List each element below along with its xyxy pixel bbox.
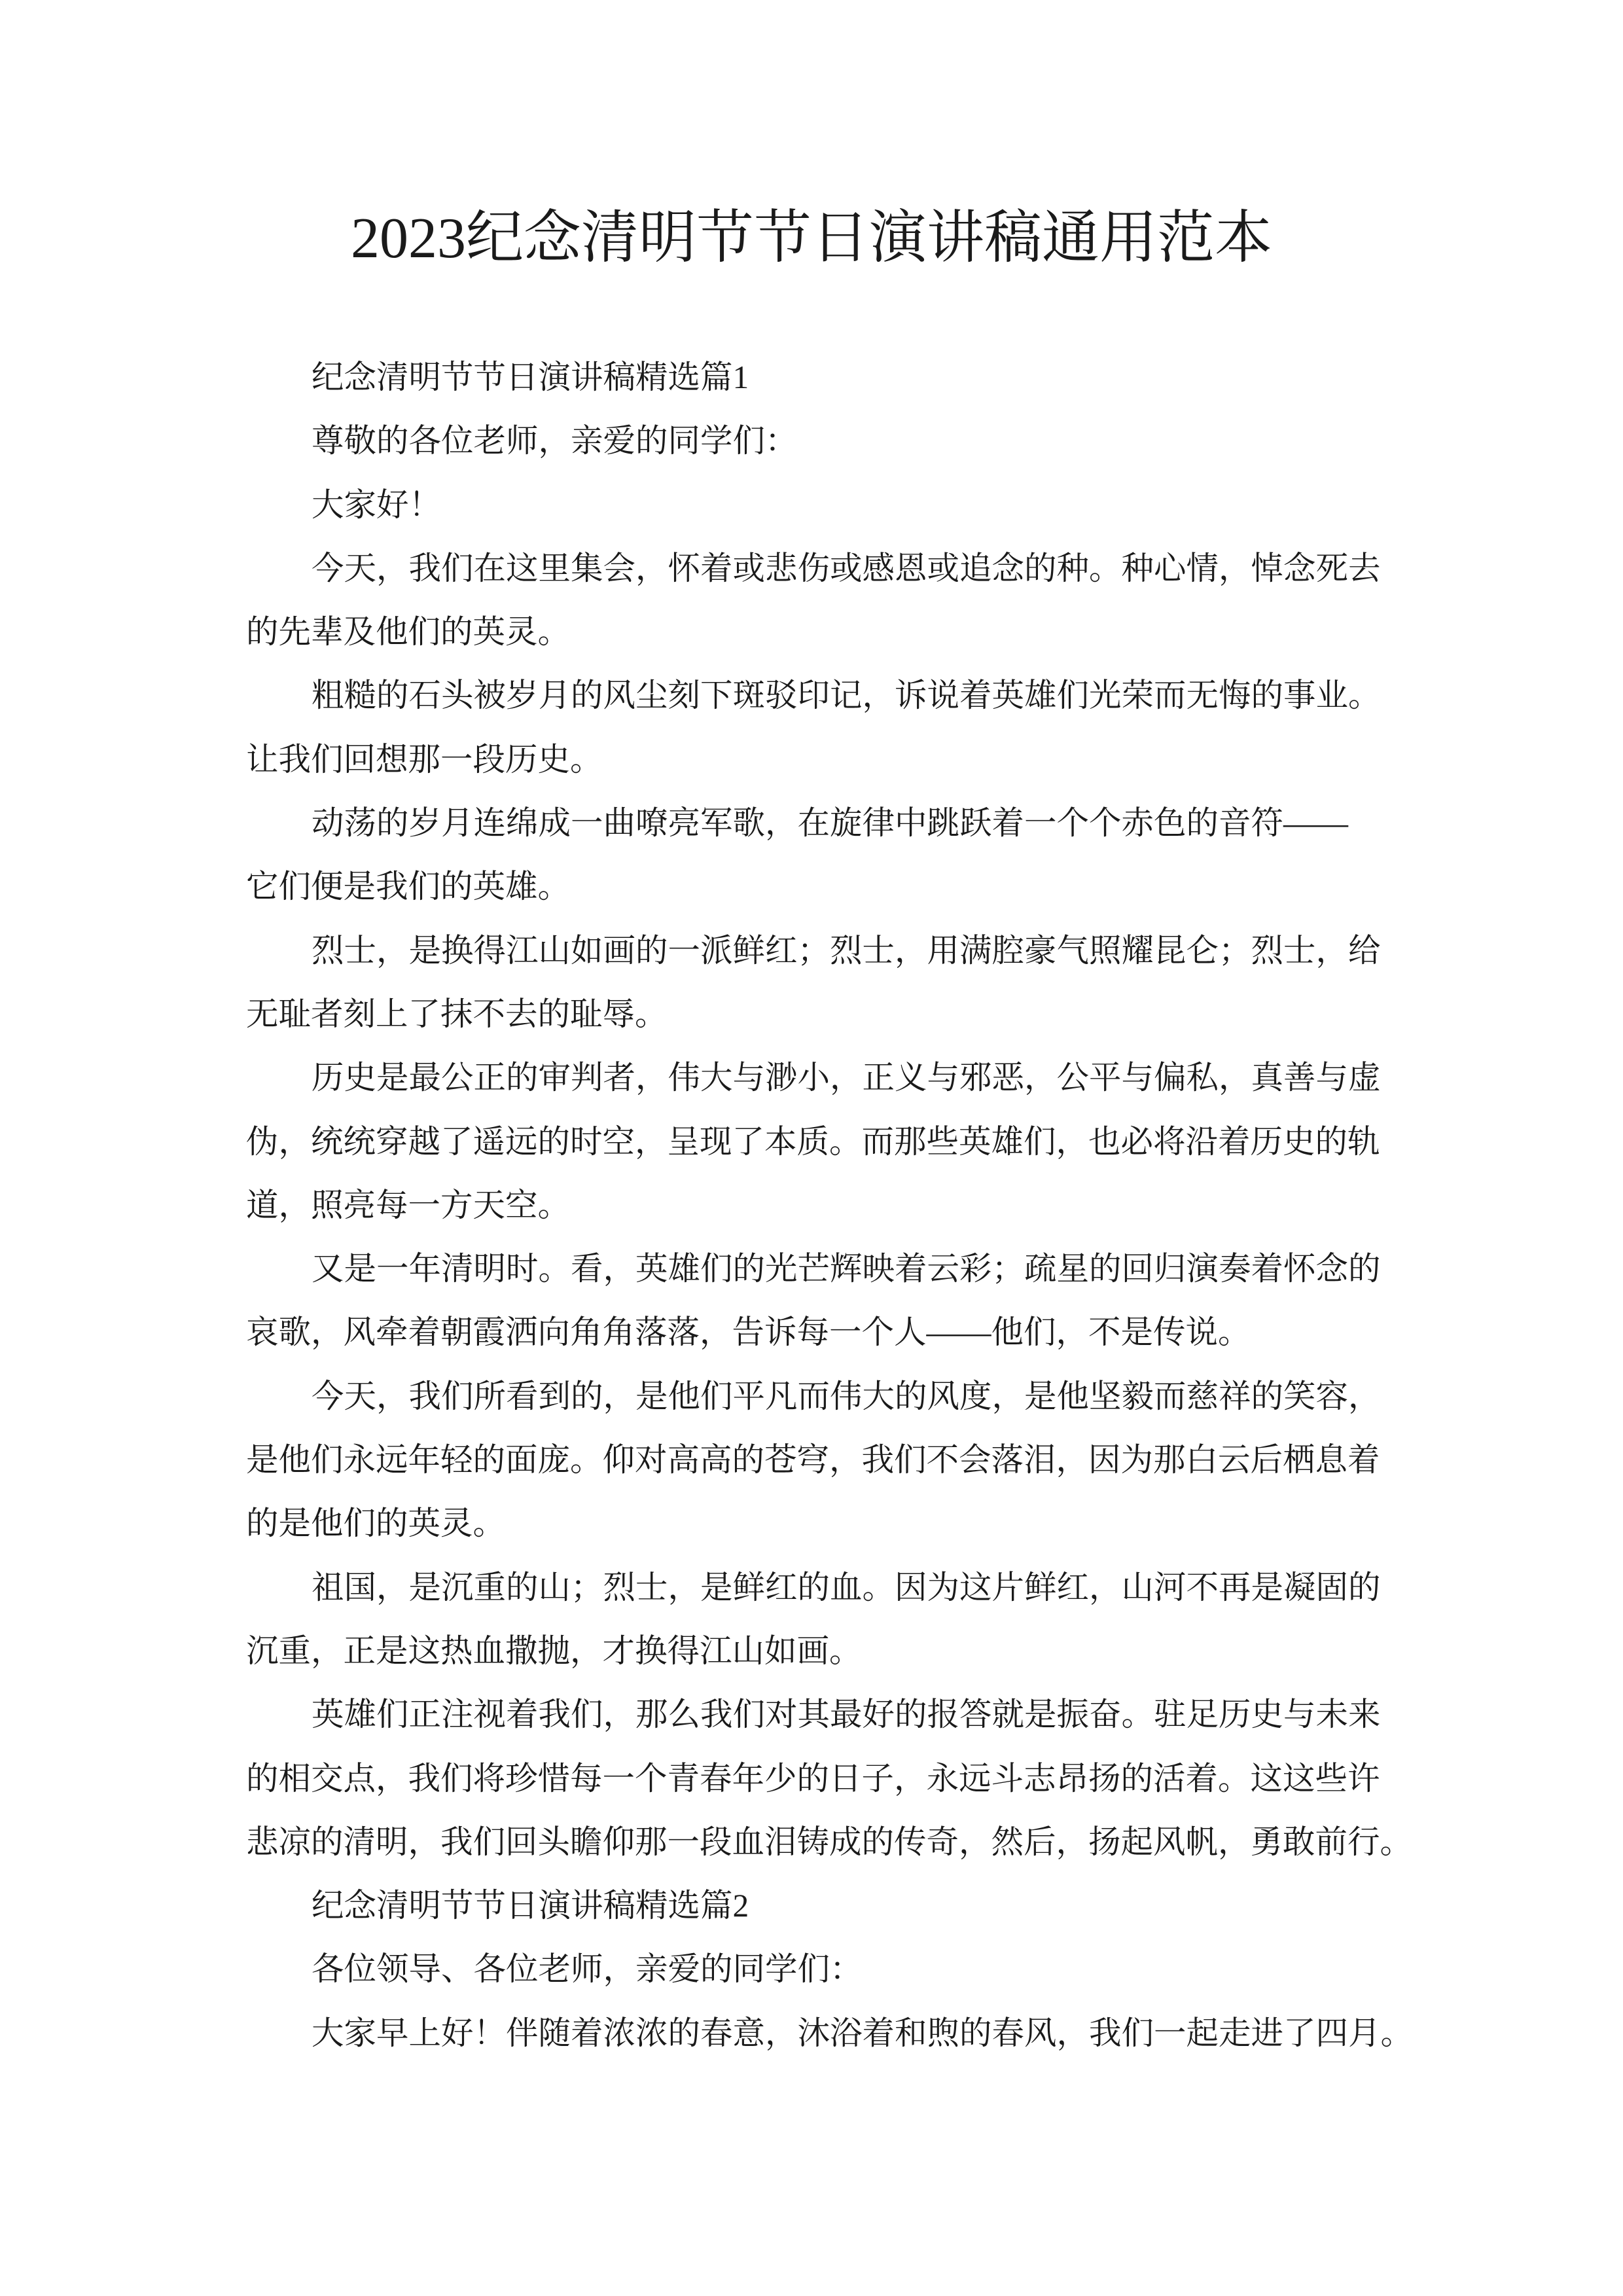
text-line: 动荡的岁月连绵成一曲嘹亮军歌，在旋律中跳跃着一个个赤色的音符—— [312,805,1348,842]
text-line: 纪念清明节节日演讲稿精选篇2 [312,1888,749,1924]
document-title: 2023纪念清明节节日演讲稿通用范本 [350,207,1272,270]
paragraph [246,1556,1385,1683]
text-line: 祖国，是沉重的山；烈士，是鲜红的血。因为这片鲜红，山河不再是凝固的 [312,1569,1381,1605]
text-line: 悲凉的清明，我们回头瞻仰那一段血泪铸成的传奇，然后，扬起风帆，勇敢前行。 [246,1823,1412,1860]
text-line: 今天，我们所看到的，是他们平凡而伟大的风度，是他坚毅而慈祥的笑容， [312,1378,1381,1414]
paragraph [246,1365,1385,1556]
paragraph [246,2001,1413,2065]
text-line: 大家好！ [312,486,441,523]
text-line: 的是他们的英灵。 [246,1505,505,1542]
paragraph [246,1937,1385,2001]
paragraph [246,664,1385,791]
paragraph [246,473,1385,537]
text-line: 又是一年清明时。看，英雄们的光芒辉映着云彩；疏星的回归演奏着怀念的 [312,1251,1381,1287]
text-line: 粗糙的石头被岁月的风尘刻下斑驳印记，诉说着英雄们光荣而无悔的事业。 [312,677,1381,714]
text-line: 让我们回想那一段历史。 [246,741,603,778]
paragraph [246,1237,1385,1365]
text-line: 哀歌，风牵着朝霞洒向角角落落，告诉每一个人——他们，不是传说。 [246,1314,1251,1351]
text-line: 历史是最公正的审判者，伟大与渺小，正义与邪恶，公平与偏私，真善与虚 [312,1060,1381,1096]
text-line: 是他们永远年轻的面庞。仰对高高的苍穹，我们不会落泪，因为那白云后栖息着 [246,1442,1380,1479]
paragraph [246,537,1385,664]
text-line: 纪念清明节节日演讲稿精选篇1 [312,359,749,395]
text-line: 各位领导、各位老师，亲爱的同学们： [312,1951,863,1988]
text-line: 尊敬的各位老师，亲爱的同学们： [312,423,798,459]
paragraph [246,1874,1385,1937]
text-line: 英雄们正注视着我们，那么我们对其最好的报答就是振奋。驻足历史与未来 [312,1696,1381,1733]
text-line: 今天，我们在这里集会，怀着或悲伤或感恩或追念的种。种心情，悼念死去 [312,550,1381,586]
document-body [246,346,1413,2065]
text-line: 的先辈及他们的英灵。 [246,614,570,651]
paragraph [246,1683,1412,1874]
text-line: 道，照亮每一方天空。 [246,1187,570,1223]
text-line: 伪，统统穿越了遥远的时空，呈现了本质。而那些英雄们，也必将沿着历史的轨 [246,1123,1380,1160]
text-line: 无耻者刻上了抹不去的耻辱。 [246,996,668,1032]
paragraph [246,1046,1385,1237]
text-line: 沉重，正是这热血撒抛，才换得江山如画。 [246,1632,862,1669]
text-line: 烈士，是换得江山如画的一派鲜红；烈士，用满腔豪气照耀昆仑；烈士，给 [312,932,1381,969]
text-line: 的相交点，我们将珍惜每一个青春年少的日子，永远斗志昂扬的活着。这这些许 [246,1760,1380,1797]
paragraph [246,919,1385,1047]
text-line: 大家早上好！伴随着浓浓的春意，沐浴着和煦的春风，我们一起走进了四月。 [312,2015,1413,2051]
paragraph [246,791,1385,919]
text-line: 它们便是我们的英雄。 [246,869,570,905]
paragraph [246,409,1385,473]
paragraph [246,346,1385,409]
